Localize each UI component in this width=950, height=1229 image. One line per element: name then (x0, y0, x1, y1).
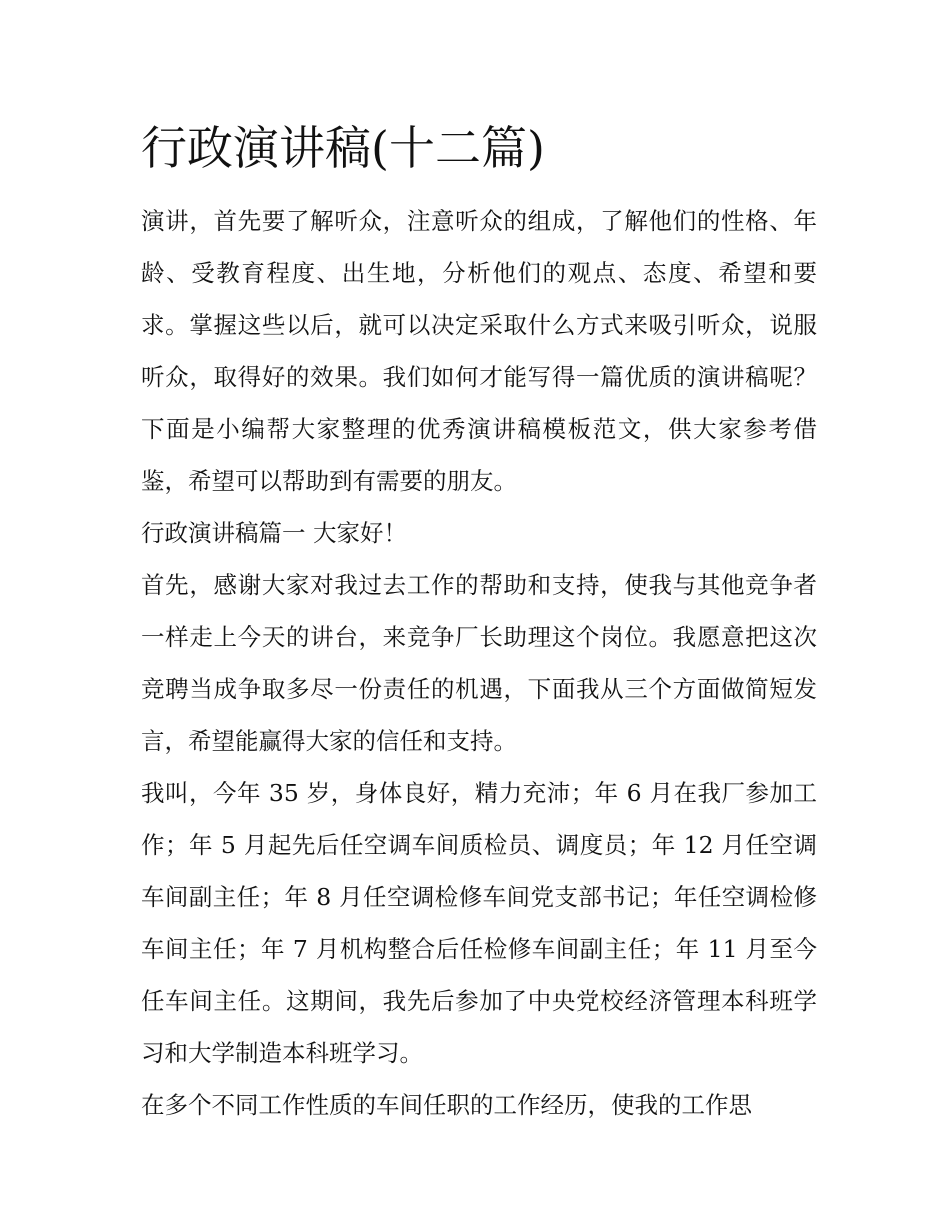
thanks-paragraph: 首先，感谢大家对我过去工作的帮助和支持，使我与其他竞争者一样走上今天的讲台，来竞争厂长助理这个岗位。我愿意把这次竞聘当成争取多尽一份责任的机遇，下面我从三个方面做简短发言，希望能赢得大家的信任和支持。 (141, 571, 817, 755)
page-title: 行政演讲稿(十二篇) (141, 121, 545, 175)
document-body (141, 118, 817, 1131)
section-heading-paragraph: 行政演讲稿篇一 大家好！ (141, 519, 407, 547)
biography-paragraph: 我叫，今年 35 岁，身体良好，精力充沛；年 6 月在我厂参加工作；年 5 月起先后任空调车间质检员、调度员；年 12 月任空调车间副主任；年 8 月任空调检修车间党支部书记；年任空调检修车间主任；年 7 月机构整合后任检修车间副主任；年 11 月至今任车间主任。这期间，我先后参加了中央党校经济管理本科班学习和大学制造本科班学习。 (141, 779, 817, 1067)
experience-paragraph: 在多个不同工作性质的车间任职的工作经历，使我的工作思 (141, 1091, 752, 1119)
intro-paragraph: 演讲，首先要了解听众，注意听众的组成，了解他们的性格、年龄、受教育程度、出生地，分析他们的观点、态度、希望和要求。掌握这些以后，就可以决定采取什么方式来吸引听众，说服听众，取得好的效果。我们如何才能写得一篇优质的演讲稿呢？下面是小编帮大家整理的优秀演讲稿模板范文，供大家参考借鉴，希望可以帮助到有需要的朋友。 (141, 207, 817, 495)
